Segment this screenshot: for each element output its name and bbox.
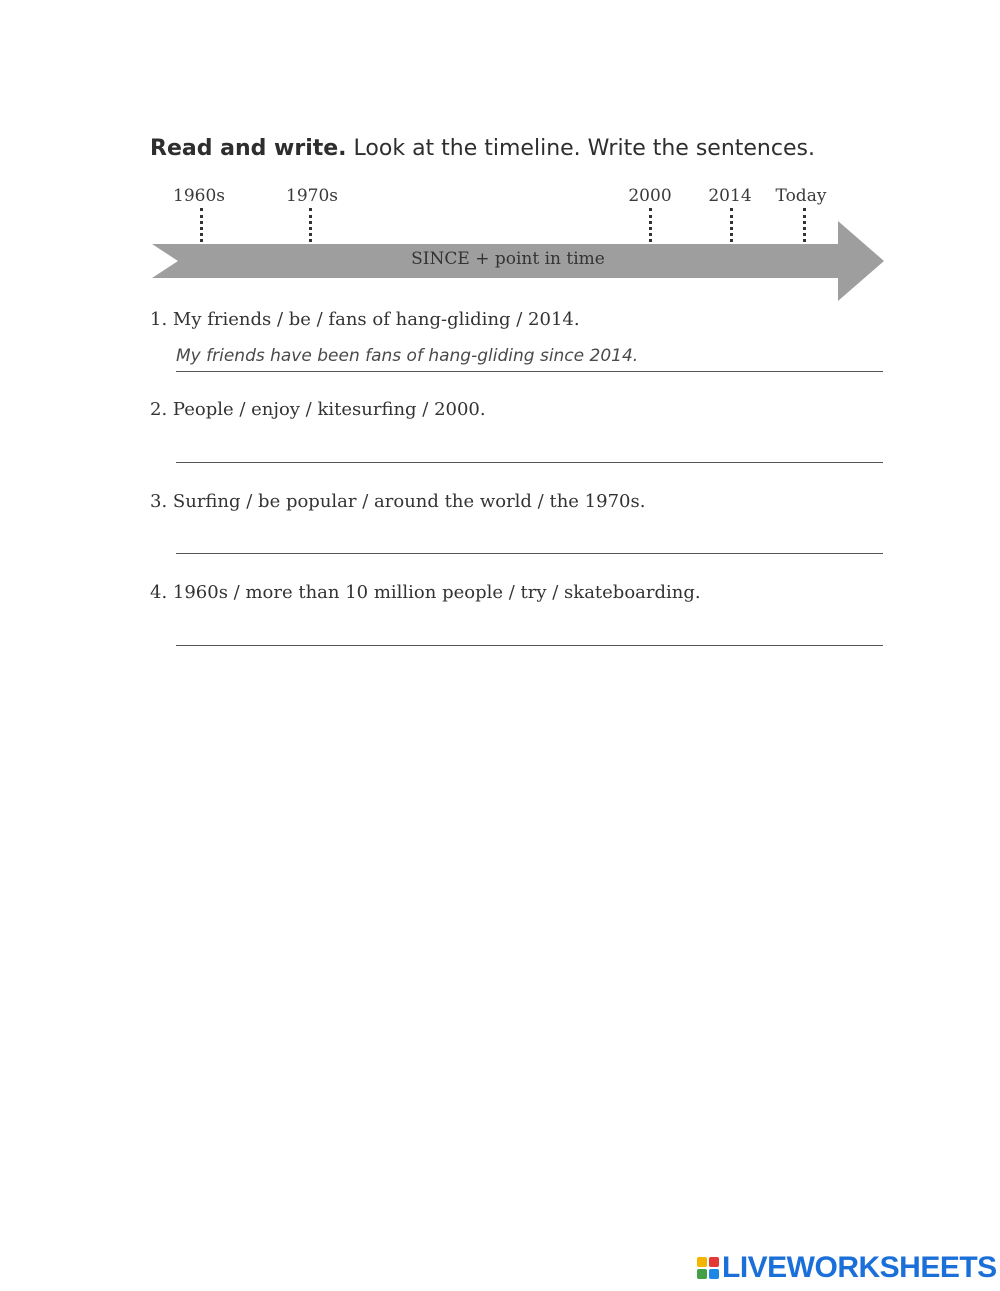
question-2-answer-line [176, 462, 883, 463]
question-2-prompt: 2. People / enjoy / kitesurfing / 2000. [150, 399, 486, 420]
logo-block-blue [709, 1269, 719, 1279]
tick-label-2000: 2000 [628, 186, 672, 206]
question-1-example-answer: My friends have been fans of hang-gliding since 2014. [176, 346, 639, 366]
logo-block-green [697, 1269, 707, 1279]
tick-dots-2000 [649, 208, 652, 242]
tick-dots-today [803, 208, 806, 242]
tick-label-1960s: 1960s [173, 186, 225, 206]
tick-label-2014: 2014 [708, 186, 752, 206]
tick-label-1970s: 1970s [286, 186, 338, 206]
arrow-label: SINCE + point in time [411, 249, 605, 269]
liveworksheets-logo[interactable] [697, 1253, 997, 1283]
logo-block-yellow [697, 1257, 707, 1267]
logo-text: LIVEWORKSHEETS [722, 1251, 997, 1284]
question-2-answer-input[interactable] [176, 432, 883, 462]
logo-block-red [709, 1257, 719, 1267]
instructions-rest: Look at the timeline. Write the sentences. [346, 136, 815, 161]
question-3-prompt: 3. Surfing / be popular / around the world / the 1970s. [150, 491, 646, 512]
tick-dots-1970s [309, 208, 312, 242]
instructions-bold: Read and write. [150, 136, 347, 161]
logo-blocks-icon [697, 1257, 719, 1279]
timeline [0, 0, 1000, 310]
question-4-prompt: 4. 1960s / more than 10 million people / try / skateboarding. [150, 582, 701, 603]
tick-label-today: Today [775, 186, 827, 206]
question-1-prompt: 1. My friends / be / fans of hang-gliding / 2014. [150, 309, 580, 330]
tick-dots-1960s [200, 208, 203, 242]
question-4-answer-input[interactable] [176, 614, 883, 644]
question-1-answer-line [176, 371, 883, 372]
question-3-answer-line [176, 553, 883, 554]
question-4-answer-line [176, 645, 883, 646]
tick-dots-2014 [730, 208, 733, 242]
question-3-answer-input[interactable] [176, 523, 883, 553]
